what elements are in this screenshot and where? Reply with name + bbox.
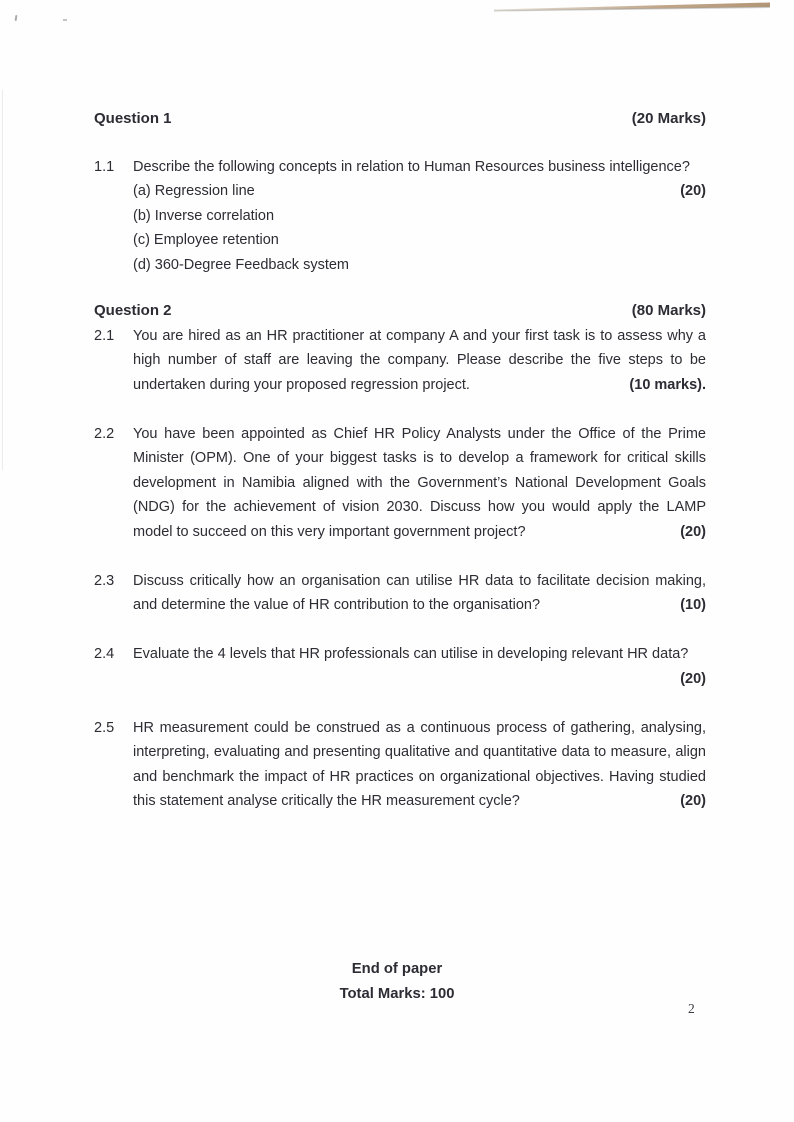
scan-artifact-line [494,1,774,17]
question-item-2-3 [94,569,706,618]
total-marks-label: Total Marks: 100 [339,985,455,1002]
question-text-content: HR measurement could be construed as a continuous process of gathering, analysing, interpreting, evaluating and presenting qualitative and quantitative data to measure, align and benchmark the impact of HR practices on organizational objectives. Having studied this statement analyse critically the HR measurement cycle? [133,719,706,809]
question-body [133,422,706,545]
end-of-paper-label: End of paper [351,961,443,977]
question-number: 2.2 [94,425,115,442]
question-marks: (20) [680,793,706,809]
question-number: 1.1 [94,158,115,175]
question-1-heading [94,107,706,132]
scan-speck-icon [63,19,67,21]
subitem-c: (c) Employee retention [133,232,279,248]
question-text-content: Discuss critically how an organisation can utilise HR data to facilitate decision making, and determine the value of HR contribution to the organisation? [133,572,706,613]
question-2-title: Question 2 [94,302,172,319]
question-body [133,642,706,691]
question-text [133,716,706,814]
question-number: 2.4 [94,646,115,662]
paper-footer [0,957,794,1006]
question-text-content: Describe the following concepts in relation to Human Resources business intelligence? [133,158,690,175]
question-2-total-marks: (80 Marks) [631,302,706,319]
question-marks: (20) [680,670,706,687]
subitem-b: (b) Inverse correlation [133,207,275,224]
question-number: 2.5 [94,719,115,736]
subitem-d: (d) 360-Degree Feedback system [133,256,349,273]
question-number: 2.1 [94,327,115,344]
question-text-content: You have been appointed as Chief HR Policy Analysts under the Office of the Prime Minister (OPM). One of your biggest tasks is to develop a framework for critical skills development in Namibia aligned with the Government’s National Development Goals (NDG) for the achievement of vision 2030. Discuss how you would apply the LAMP model to succeed on this very important government project? [133,425,706,540]
document-content [94,107,706,814]
question-item-2-5 [94,716,706,814]
scan-speck-icon [15,15,18,21]
question-body [133,569,706,618]
subitem-a: (a) Regression line [133,183,255,199]
question-body [133,155,706,278]
question-item-2-4 [94,642,706,691]
question-2-heading [94,299,706,324]
question-number: 2.3 [94,572,115,589]
question-item-2-1 [94,324,706,398]
question-marks: (10) [680,597,706,613]
question-text [133,324,706,398]
question-1-total-marks: (20 Marks) [631,110,706,127]
question-text-content: Evaluate the 4 levels that HR professionals can utilise in developing relevant HR data? [133,646,689,662]
scan-edge-artifact [2,90,3,470]
question-item-2-2 [94,422,706,545]
question-marks: (20) [680,183,706,199]
question-marks: (10 marks). [629,376,706,393]
question-body [133,716,706,814]
page-number: 2 [688,1001,695,1016]
question-1-title: Question 1 [94,110,172,127]
question-body [133,324,706,398]
question-text [133,569,706,618]
question-item-1-1 [94,155,706,278]
question-text [133,642,706,687]
question-marks: (20) [680,523,706,540]
question-text-content: You are hired as an HR practitioner at company A and your first task is to assess why a high number of staff are leaving the company. Please describe the five steps to be undertaken during your proposed regression project. [133,327,706,393]
question-text [133,422,706,545]
